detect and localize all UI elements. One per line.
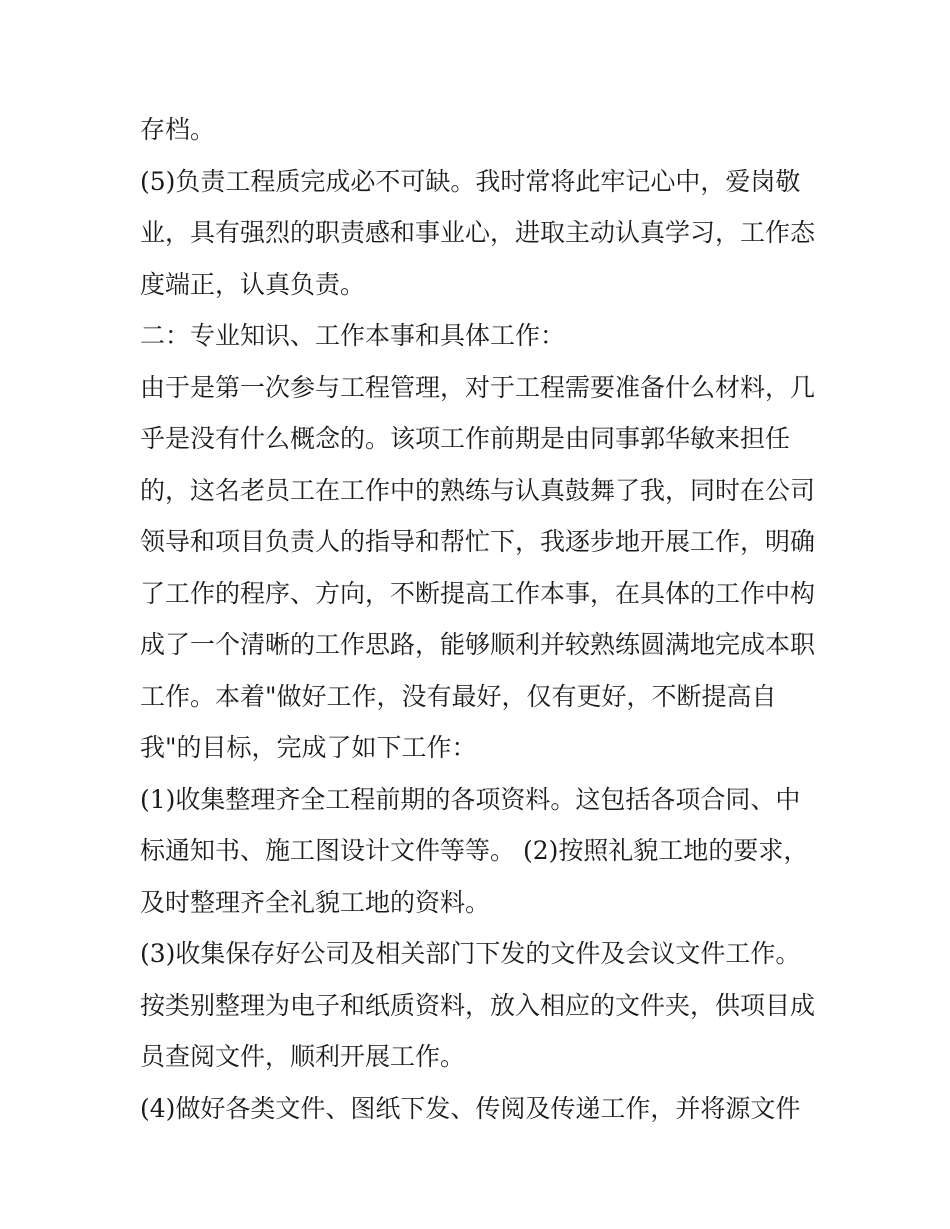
text-line: 标通知书、施工图设计文件等等。 (2)按照礼貌工地的要求， <box>140 836 809 865</box>
text-line: 由于是第一次参与工程管理，对于工程需要准备什么材料，几 <box>140 372 816 402</box>
text-line: (4)做好各类文件、图纸下发、传阅及传递工作，并将源文件 <box>140 1093 801 1123</box>
text-line: 员查阅文件，顺利开展工作。 <box>140 1042 466 1071</box>
text-line: 及时整理齐全礼貌工地的资料。 <box>140 887 491 917</box>
body-text <box>140 104 820 1134</box>
text-line: 工作。本着"做好工作，没有最好，仅有更好，不断提高自 <box>140 681 777 711</box>
text-line: 度端正，认真负责。 <box>140 269 366 299</box>
text-line: (3)收集保存好公司及相关部门下发的文件及会议文件工作。 <box>140 939 801 968</box>
text-line: 存档。 <box>140 115 216 144</box>
text-line: 按类别整理为电子和纸质资料，放入相应的文件夹，供项目成 <box>140 990 816 1020</box>
text-line: 成了一个清晰的工作思路，能够顺利并较熟练圆满地完成本职 <box>140 630 816 659</box>
text-line: (1)收集整理齐全工程前期的各项资料。这包括各项合同、中 <box>140 784 801 814</box>
text-line: (5)负责工程质完成必不可缺。我时常将此牢记心中，爱岗敬 <box>140 166 801 196</box>
section-heading: 二：专业知识、工作本事和具体工作： <box>140 321 566 350</box>
text-line: 领导和项目负责人的指导和帮忙下，我逐步地开展工作，明确 <box>140 527 816 556</box>
text-line: 了工作的程序、方向，不断提高工作本事，在具体的工作中构 <box>140 578 816 608</box>
text-line: 的，这名老员工在工作中的熟练与认真鼓舞了我，同时在公司 <box>140 475 816 505</box>
text-line: 乎是没有什么概念的。该项工作前期是由同事郭华敏来担任 <box>140 424 791 453</box>
text-line: 业，具有强烈的职责感和事业心，进取主动认真学习，工作态 <box>140 218 816 247</box>
text-line: 我"的目标，完成了如下工作： <box>140 733 477 762</box>
